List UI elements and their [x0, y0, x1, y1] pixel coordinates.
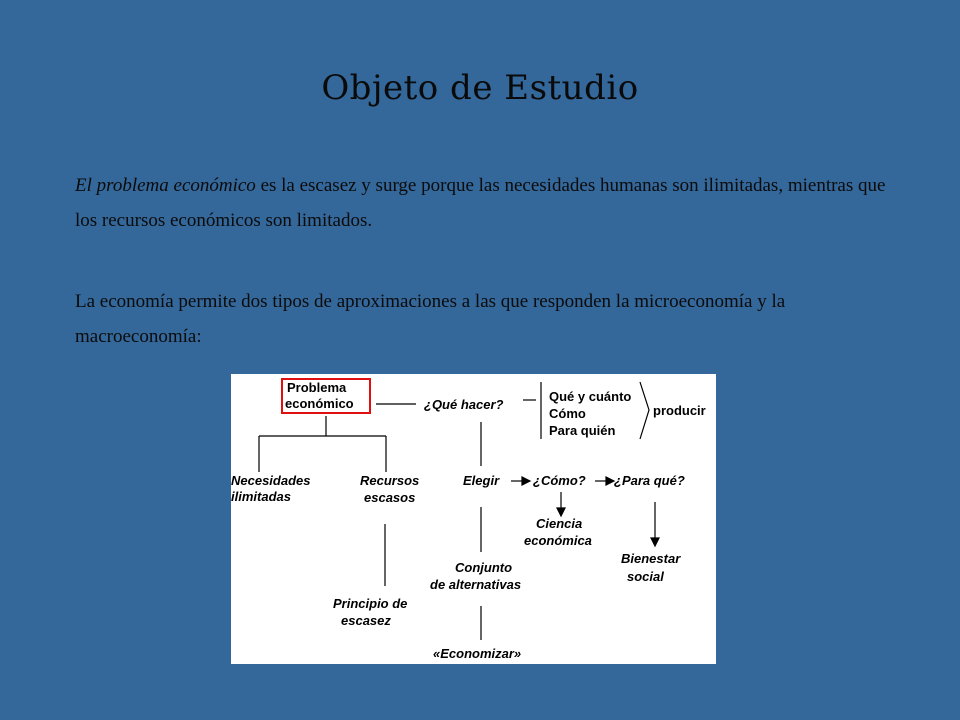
paragraph-approaches: La economía permite dos tipos de aproximaciones a las que responden la microeconomía y la macroeconomía:: [75, 291, 786, 347]
label-como-plain: Cómo: [549, 406, 586, 421]
label-para-que: ¿Para qué?: [614, 473, 685, 488]
label-para-quien: Para quién: [549, 423, 616, 438]
label-conjunto-1: Conjunto: [455, 560, 513, 575]
producir-brace: [640, 382, 649, 439]
arrow-elegir-como-head: [522, 477, 530, 485]
label-principio-2: escasez: [341, 613, 391, 628]
label-que-hacer: ¿Qué hacer?: [424, 397, 504, 412]
label-principio-1: Principio de: [333, 596, 408, 611]
label-que-y-cuanto: Qué y cuánto: [549, 389, 632, 404]
label-economizar: «Economizar»: [433, 646, 522, 661]
label-ciencia-1: Ciencia: [536, 516, 583, 531]
connector-lines: [259, 382, 649, 640]
economic-problem-diagram: [231, 374, 716, 664]
paragraph-emphasis: El problema económico: [75, 175, 256, 196]
label-necesidades-1: Necesidades: [231, 473, 311, 488]
label-como-question: ¿Cómo?: [533, 473, 586, 488]
label-bienestar-1: Bienestar: [621, 551, 681, 566]
label-problema-1: Problema: [287, 380, 347, 395]
label-producir: producir: [653, 403, 706, 418]
label-necesidades-2: ilimitadas: [231, 489, 291, 504]
arrow-como-paraque-head: [606, 477, 614, 485]
label-problema-2: económico: [285, 396, 354, 411]
page-title: Objeto de Estudio: [321, 68, 639, 108]
arrow-paraque-bienestar-head: [651, 538, 659, 546]
paragraph-body: es la escasez y surge porque las necesidades humanas son ilimitadas, mientras que los recursos económicos son limitados.: [75, 175, 886, 231]
paragraph-economic-problem: [75, 168, 895, 238]
label-ciencia-2: económica: [524, 533, 592, 548]
label-bienestar-2: social: [627, 569, 664, 584]
label-conjunto-2: de alternativas: [430, 577, 522, 592]
label-recursos-1: Recursos: [360, 473, 420, 488]
label-recursos-2: escasos: [364, 490, 416, 505]
diagram-canvas: [231, 374, 716, 664]
arrow-como-ciencia-head: [557, 508, 565, 516]
label-elegir: Elegir: [463, 473, 500, 488]
